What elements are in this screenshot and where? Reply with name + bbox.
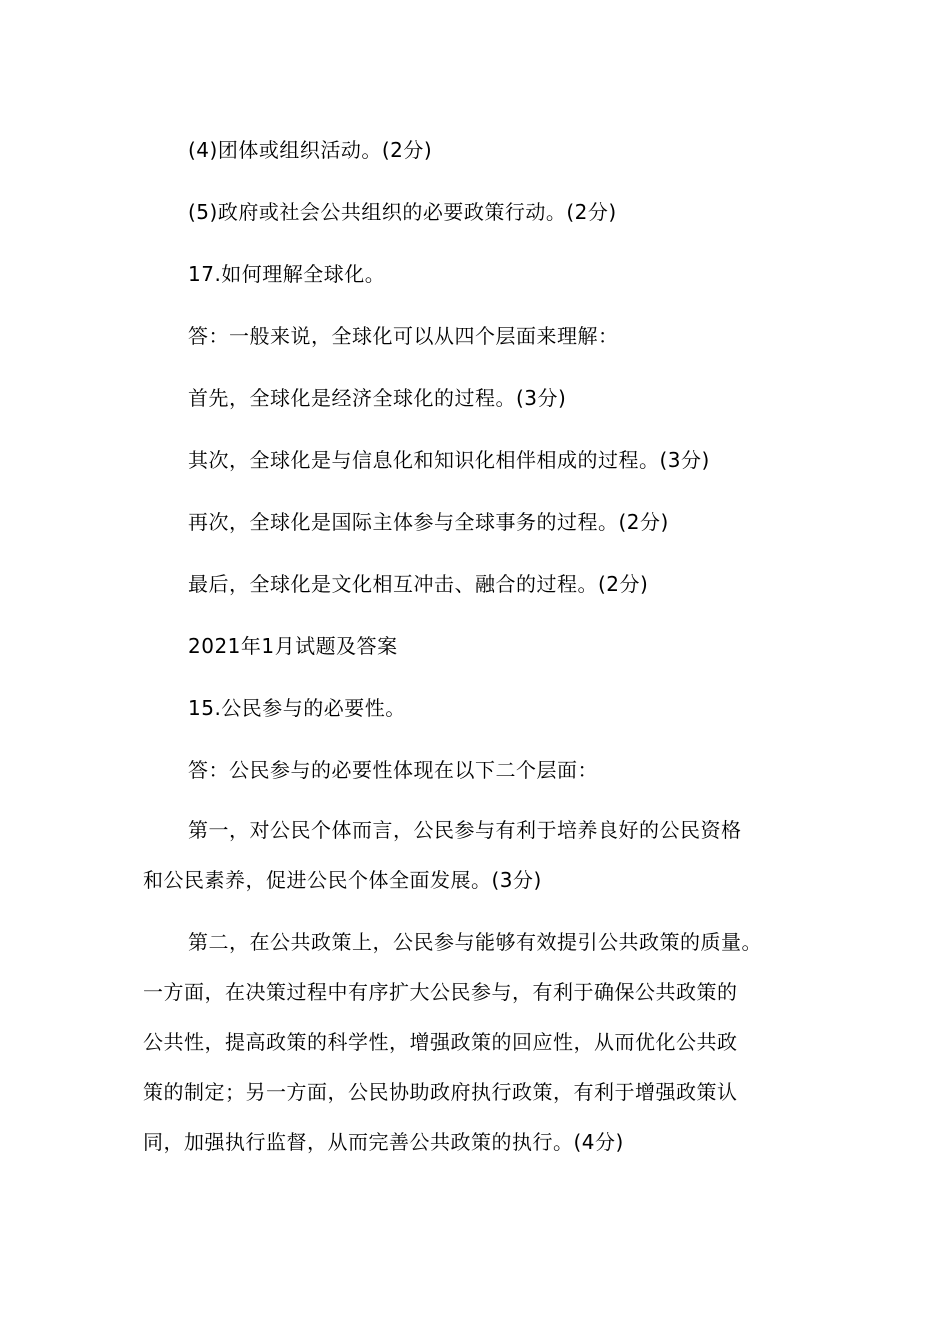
item-4-text: (4)团体或组织活动。(2分) bbox=[188, 138, 433, 162]
paragraph-2-line-2: 一方面，在决策过程中有序扩大公民参与，有利于确保公共政策的 bbox=[143, 980, 738, 1004]
paragraph-2-line-1: 第二，在公共政策上，公民参与能够有效提引公共政策的质量。 bbox=[188, 930, 762, 954]
paragraph-2-line-5: 同，加强执行监督，从而完善公共政策的执行。(4分) bbox=[143, 1130, 624, 1154]
question-17: 17.如何理解全球化。 bbox=[188, 262, 386, 286]
paragraph-1-line-2: 和公民素养，促进公民个体全面发展。(3分) bbox=[143, 868, 542, 892]
answer-17-intro: 答：一般来说，全球化可以从四个层面来理解： bbox=[188, 324, 619, 348]
section-heading-2021-jan: 2021年1月试题及答案 bbox=[188, 634, 398, 658]
answer-15-intro: 答：公民参与的必要性体现在以下二个层面： bbox=[188, 758, 598, 782]
question-15: 15.公民参与的必要性。 bbox=[188, 696, 406, 720]
answer-17-point-1: 首先，全球化是经济全球化的过程。(3分) bbox=[188, 386, 567, 410]
paragraph-2-line-3: 公共性，提高政策的科学性，增强政策的回应性，从而优化公共政 bbox=[143, 1030, 738, 1054]
paragraph-1-line-1: 第一，对公民个体而言，公民参与有利于培养良好的公民资格 bbox=[188, 818, 742, 842]
answer-17-point-4: 最后，全球化是文化相互冲击、融合的过程。(2分) bbox=[188, 572, 649, 596]
answer-15-paragraph-2 bbox=[143, 917, 823, 1167]
answer-17-point-2: 其次，全球化是与信息化和知识化相伴相成的过程。(3分) bbox=[188, 448, 710, 472]
item-5-text: (5)政府或社会公共组织的必要政策行动。(2分) bbox=[188, 200, 617, 224]
answer-15-paragraph-1 bbox=[143, 805, 823, 905]
answer-17-point-3: 再次，全球化是国际主体参与全球事务的过程。(2分) bbox=[188, 510, 669, 534]
paragraph-2-line-4: 策的制定；另一方面，公民协助政府执行政策，有利于增强政策认 bbox=[143, 1080, 738, 1104]
